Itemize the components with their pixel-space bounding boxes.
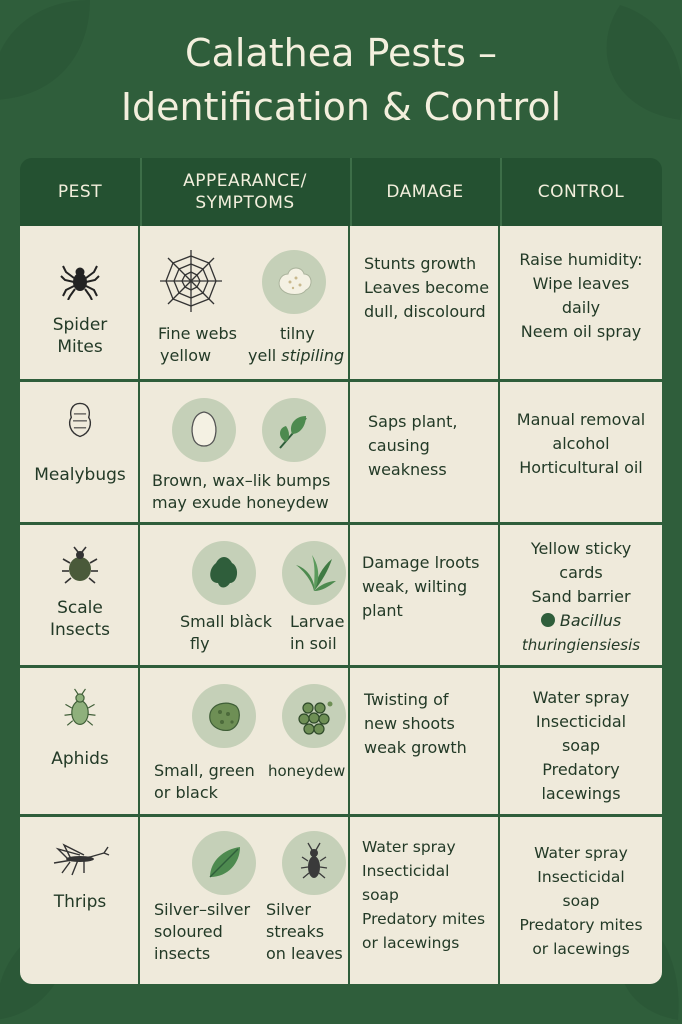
- symptom-line: tilny: [280, 324, 315, 343]
- control-line: cards: [559, 563, 603, 582]
- title-line-1: Calathea Pests –: [185, 31, 497, 75]
- table-row: [20, 817, 662, 984]
- pest-name: [20, 891, 140, 913]
- table-row: [20, 382, 662, 522]
- pest-name-line-1: Aphids: [51, 749, 109, 769]
- symptom-line: Small, green: [154, 761, 255, 780]
- control-line: Predatory: [542, 760, 620, 779]
- header-control: CONTROL: [537, 182, 625, 202]
- pest-table: [20, 158, 662, 984]
- symptom-line: fly: [190, 634, 210, 653]
- control-line: Horticultural oil: [519, 458, 643, 477]
- symptom-text: [248, 345, 344, 367]
- pest-name-line-1: Scale: [57, 598, 103, 618]
- thrips-icon: [50, 841, 110, 881]
- damage-text: [364, 688, 467, 760]
- header-appearance-line-1: APPEARANCE/: [183, 171, 307, 191]
- symptom-text: [154, 760, 255, 804]
- symptom-circle: [282, 831, 346, 895]
- symptoms-cell: [140, 817, 350, 984]
- pest-name-line-1: Thrips: [53, 892, 107, 912]
- page-title: [0, 26, 682, 134]
- symptom-text: [158, 323, 237, 367]
- control-line: Neem oil spray: [520, 322, 642, 341]
- damage-cell: [350, 226, 500, 379]
- symptom-line: Fine webs: [158, 324, 237, 343]
- symptom-line: insects: [154, 944, 211, 963]
- control-line: Manual removal: [516, 410, 646, 429]
- title-line-2: Identification & Control: [120, 85, 562, 129]
- control-line: daily: [561, 298, 601, 317]
- pest-cell: [20, 382, 140, 522]
- symptom-line: may exude honeydew: [152, 493, 329, 512]
- control-line: Water spray: [534, 844, 628, 862]
- symptom-line: in soil: [290, 634, 337, 653]
- symptom-circle: [262, 398, 326, 462]
- damage-line: Stunts growth: [364, 254, 477, 273]
- spider-icon: [60, 260, 100, 300]
- symptoms-cell: [140, 668, 350, 814]
- symptom-line: yellow: [160, 346, 212, 365]
- honeydew-droplets-icon: [282, 684, 346, 748]
- symptoms-cell: [140, 525, 350, 665]
- control-line-text: Bacillus: [559, 611, 622, 630]
- control-text: [500, 841, 662, 961]
- damage-text: [362, 551, 479, 623]
- symptom-circle: [172, 398, 236, 462]
- symptom-line: Larvae: [290, 612, 345, 631]
- symptom-line: on leaves: [266, 944, 343, 963]
- damage-line: Saps plant,: [368, 412, 458, 431]
- control-cell: [500, 668, 662, 814]
- damage-line: dull, discolourd: [364, 302, 486, 321]
- symptom-line: stipiling: [281, 346, 345, 365]
- symptom-circle: [282, 541, 346, 605]
- damage-line: Insecticidal: [362, 862, 450, 880]
- control-line: soap: [562, 892, 600, 910]
- symptom-text: [154, 899, 250, 965]
- damage-cell: [350, 382, 500, 522]
- damage-cell: [350, 817, 500, 984]
- damage-line: weakness: [368, 460, 447, 479]
- control-text: [500, 248, 662, 344]
- pest-name-line-1: Mealybugs: [34, 465, 126, 485]
- symptom-text: [280, 323, 315, 345]
- control-text: [500, 408, 662, 480]
- symptom-text: [152, 470, 330, 514]
- control-text: [500, 537, 662, 657]
- control-line: Predatory mites: [519, 916, 643, 934]
- control-line: Wipe leaves: [532, 274, 630, 293]
- damage-line: Water spray: [362, 838, 456, 856]
- table-row: [20, 668, 662, 814]
- thrips-bug-icon: [282, 831, 346, 895]
- symptom-line: Silver–silver: [154, 900, 251, 919]
- symptom-line: streaks: [266, 922, 325, 941]
- mealybug-icon: [60, 400, 100, 440]
- damage-text: [362, 835, 485, 955]
- control-cell: [500, 817, 662, 984]
- control-line: Insecticidal: [535, 712, 627, 731]
- control-line: soap: [561, 736, 601, 755]
- spider-web-icon: [158, 248, 224, 314]
- table-row: [20, 525, 662, 665]
- header-damage: DAMAGE: [350, 158, 502, 226]
- damage-line: weak growth: [364, 738, 467, 757]
- symptom-circle: [282, 684, 346, 748]
- pest-name: [20, 597, 140, 641]
- damage-line: plant: [362, 601, 403, 620]
- pest-name: [20, 314, 140, 358]
- damage-line: Twisting of: [364, 690, 449, 709]
- wax-bump-icon: [172, 398, 236, 462]
- symptom-text: [268, 760, 345, 782]
- plant-leaves-icon: [282, 541, 346, 605]
- header-pest: PEST: [20, 158, 142, 226]
- damage-line: or lacewings: [362, 934, 460, 952]
- control-cell: [500, 525, 662, 665]
- bullet-dot-icon: [541, 613, 555, 627]
- control-line: Water spray: [532, 688, 630, 707]
- control-line: alcohol: [552, 434, 610, 453]
- pest-name: [20, 748, 140, 770]
- symptom-line: yell: [248, 346, 277, 365]
- symptom-line: honeydew: [268, 762, 346, 780]
- aphid-cluster-icon: [192, 684, 256, 748]
- control-line: thuringiensiesis: [521, 636, 641, 654]
- header-appearance-line-2: SYMPTOMS: [195, 193, 295, 213]
- damage-text: [364, 252, 489, 324]
- symptom-line: or black: [154, 783, 218, 802]
- pest-name: [20, 464, 140, 486]
- symptom-line: Brown, wax–lik bumps: [152, 471, 331, 490]
- control-line: [500, 609, 662, 633]
- symptom-text: [180, 611, 272, 655]
- control-cell: [500, 382, 662, 522]
- damage-cell: [350, 525, 500, 665]
- symptom-line: Silver: [266, 900, 311, 919]
- symptom-text: [290, 611, 344, 655]
- scale-insect-icon: [60, 545, 100, 585]
- symptom-circle: [262, 250, 326, 314]
- damage-line: weak, wilting: [362, 577, 468, 596]
- table-row: [20, 226, 662, 379]
- symptom-circle: [192, 541, 256, 605]
- symptom-circle: [192, 684, 256, 748]
- symptom-line: Small blàck: [180, 612, 272, 631]
- control-line: lacewings: [541, 784, 621, 803]
- control-line: Insecticidal: [537, 868, 625, 886]
- leaf-sprig-icon: [262, 398, 326, 462]
- symptom-line: soloured: [154, 922, 223, 941]
- symptoms-cell: [140, 382, 350, 522]
- pest-cell: [20, 817, 140, 984]
- silver-leaf-icon: [192, 831, 256, 895]
- damage-line: Leaves become: [364, 278, 490, 297]
- damage-cell: [350, 668, 500, 814]
- pest-name-line-2: Insects: [50, 620, 110, 640]
- stippling-icon: [262, 250, 326, 314]
- control-line: Sand barrier: [531, 587, 631, 606]
- pest-cell: [20, 226, 140, 379]
- aphid-icon: [60, 688, 100, 728]
- damage-line: soap: [362, 886, 399, 904]
- header-appearance: [140, 158, 352, 226]
- control-line: or lacewings: [532, 940, 630, 958]
- black-fly-icon: [192, 541, 256, 605]
- damage-line: new shoots: [364, 714, 455, 733]
- damage-line: causing: [368, 436, 430, 455]
- pest-name-line-1: Spider: [52, 315, 108, 335]
- pest-cell: [20, 668, 140, 814]
- damage-line: Predatory mites: [362, 910, 486, 928]
- control-line: Raise humidity:: [519, 250, 643, 269]
- pest-cell: [20, 525, 140, 665]
- symptoms-cell: [140, 226, 350, 379]
- pest-name-line-2: Mites: [57, 337, 103, 357]
- control-cell: [500, 226, 662, 379]
- control-text: [500, 686, 662, 806]
- damage-line: Damage lroots: [362, 553, 480, 572]
- symptom-text: [266, 899, 343, 965]
- control-line: Yellow sticky: [530, 539, 632, 558]
- damage-text: [368, 410, 457, 482]
- table-header: [20, 158, 662, 226]
- symptom-circle: [192, 831, 256, 895]
